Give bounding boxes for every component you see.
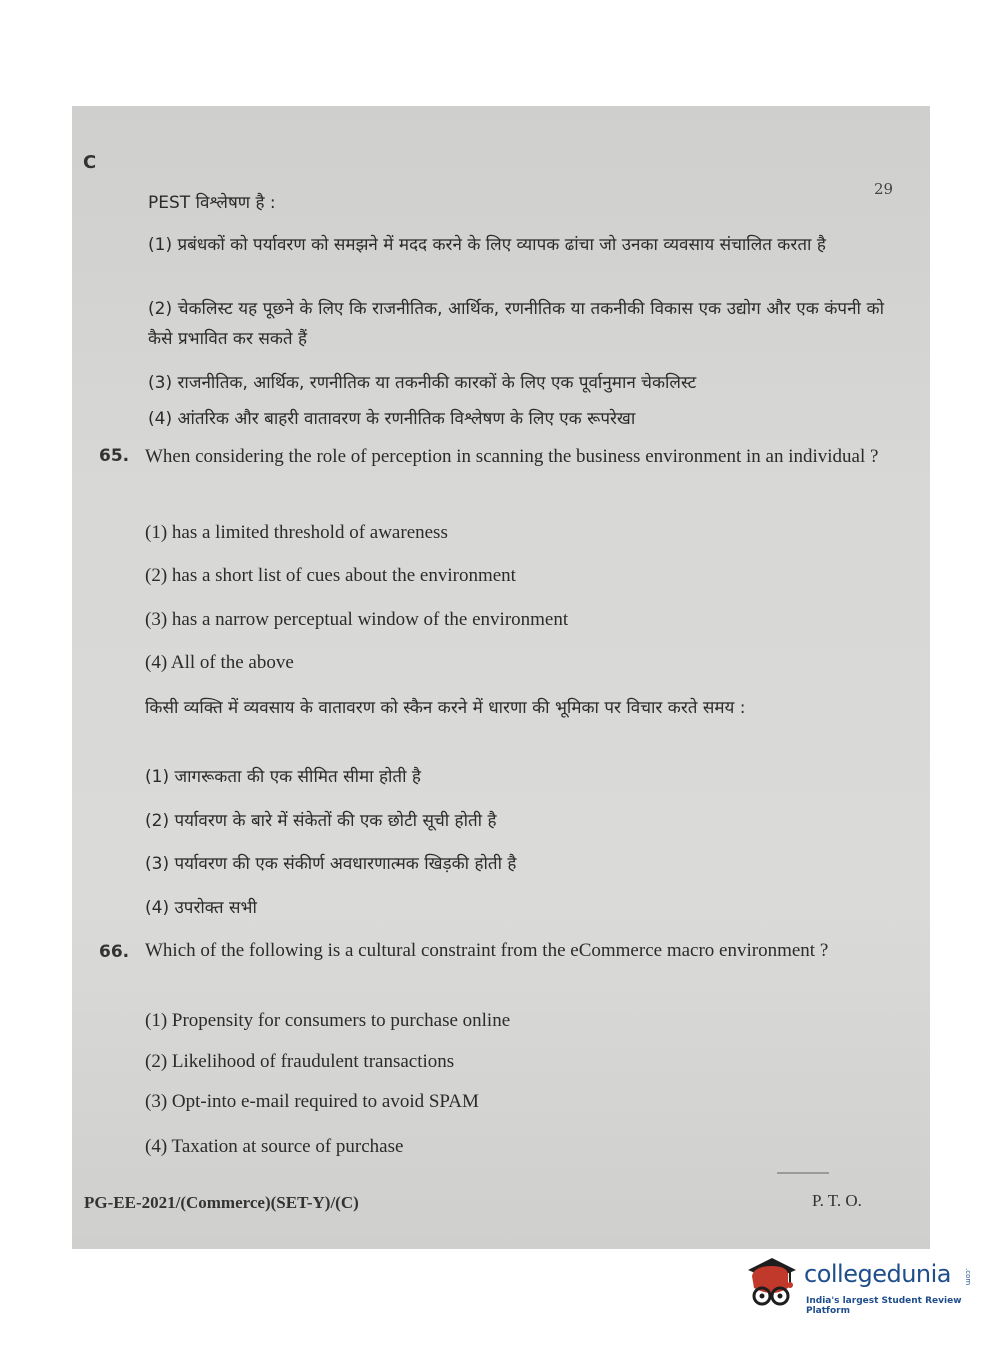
q65-option-2-hi: (2) पर्यावरण के बारे में संकेतों की एक छोटी सूची होती है xyxy=(145,811,497,831)
prev-option-4: (4) आंतरिक और बाहरी वातावरण के रणनीतिक विश्लेषण के लिए एक रूपरेखा xyxy=(148,409,636,429)
question-number-66: 66. xyxy=(99,942,130,962)
q65-stem-hi: किसी व्यक्ति में व्यवसाय के वातावरण को स्कैन करने में धारणा की भूमिका पर विचार करते समय : xyxy=(145,698,746,718)
q66-option-2-en: (2) Likelihood of fraudulent transactions xyxy=(145,1051,455,1072)
q65-stem-en: When considering the role of perception in scanning the business environment in an individual ? xyxy=(145,446,879,467)
q65-option-4-hi: (4) उपरोक्त सभी xyxy=(145,898,257,918)
prev-option-3: (3) राजनीतिक, आर्थिक, रणनीतिक या तकनीकी कारकों के लिए एक पूर्वानुमान चेकलिस्ट xyxy=(148,373,697,393)
prev-question-stem: PEST विश्लेषण है : xyxy=(148,193,276,213)
q65-option-1-hi: (1) जागरूकता की एक सीमित सीमा होती है xyxy=(145,767,421,787)
q66-option-4-en: (4) Taxation at source of purchase xyxy=(145,1136,404,1157)
q65-option-1-en: (1) has a limited threshold of awareness xyxy=(145,522,448,543)
q66-option-3-en: (3) Opt-into e-mail required to avoid SPAM xyxy=(145,1091,479,1112)
exam-page xyxy=(72,106,930,1249)
q66-stem-en: Which of the following is a cultural constraint from the eCommerce macro environment ? xyxy=(145,940,829,961)
brand-suffix: .com xyxy=(964,1268,972,1286)
q65-option-3-hi: (3) पर्यावरण की एक संकीर्ण अवधारणात्मक खिड़की होती है xyxy=(145,854,517,874)
graduate-mascot-icon xyxy=(742,1252,798,1310)
page-number: 29 xyxy=(874,180,894,198)
q65-option-2-en: (2) has a short list of cues about the environment xyxy=(145,565,516,586)
brand-name: collegedunia xyxy=(804,1260,952,1288)
q66-option-1-en: (1) Propensity for consumers to purchase online xyxy=(145,1010,511,1031)
question-number-65: 65. xyxy=(99,446,130,466)
footer-exam-code: PG-EE-2021/(Commerce)(SET-Y)/(C) xyxy=(84,1193,359,1212)
prev-option-1: (1) प्रबंधकों को पर्यावरण को समझने में मदद करने के लिए व्यापक ढांचा जो उनका व्यवसाय संचालित करता है xyxy=(148,235,826,255)
set-letter: C xyxy=(83,152,97,173)
prev-option-2: (2) चेकलिस्ट यह पूछने के लिए कि राजनीतिक, आर्थिक, रणनीतिक या तकनीकी विकास एक उद्योग और एक कंपनी को कैसे प्रभावित कर सकते हैं xyxy=(148,299,884,349)
collegedunia-watermark xyxy=(742,1252,972,1314)
brand-tagline: India's largest Student Review Platform xyxy=(806,1296,962,1316)
footer-pto: P. T. O. xyxy=(812,1191,862,1210)
q65-option-4-en: (4) All of the above xyxy=(145,652,294,673)
ink-smudge xyxy=(777,1172,829,1174)
q65-option-3-en: (3) has a narrow perceptual window of the environment xyxy=(145,609,569,630)
